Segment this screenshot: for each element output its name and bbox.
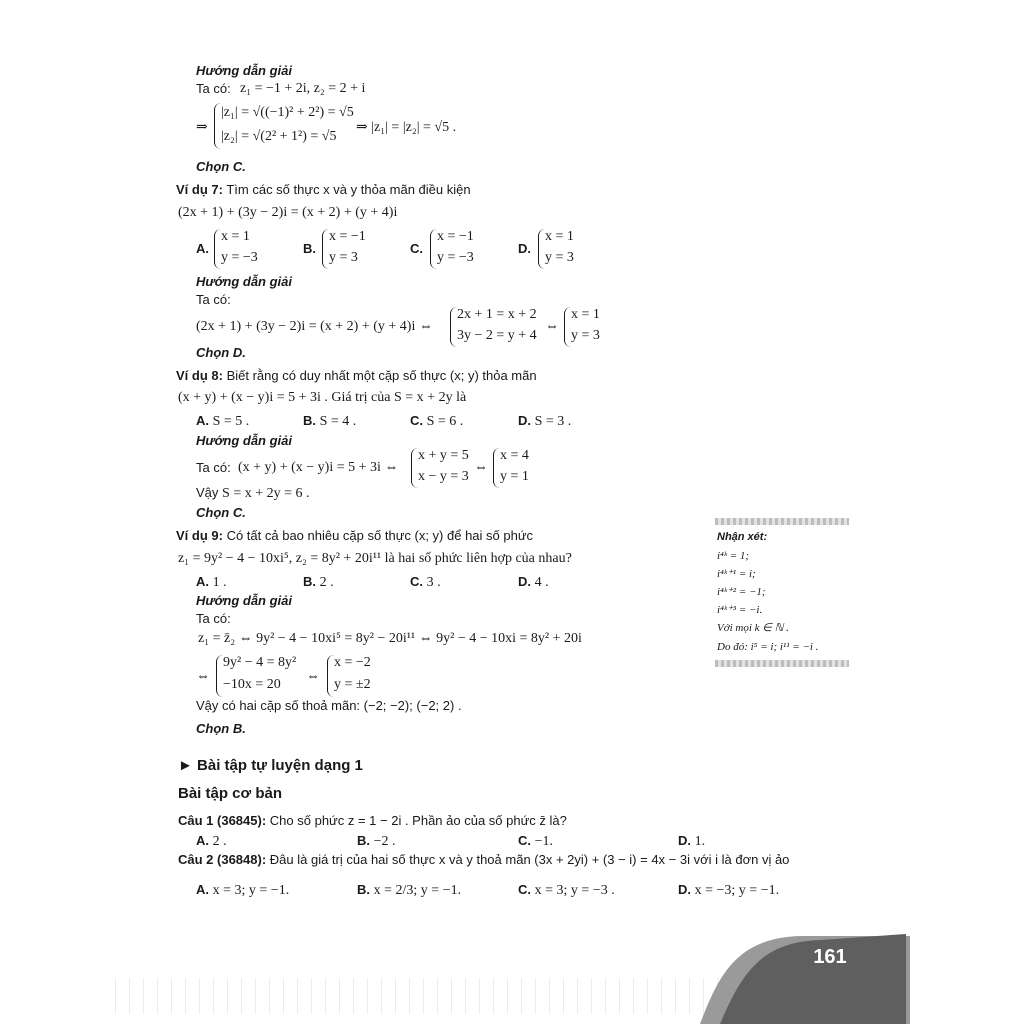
ta-co-label: Ta có:	[196, 292, 231, 307]
option-line: x = 1	[545, 229, 574, 244]
q2-option-a	[196, 881, 289, 900]
option-label: D.	[518, 574, 531, 589]
note-line: Do đó: i⁵ = i; i¹¹ = −i .	[717, 641, 819, 653]
q1-option-d	[678, 832, 705, 851]
note-line: Với mọi k ∈ ℕ .	[717, 622, 789, 634]
answer-choice: Chọn D.	[196, 345, 246, 360]
equivalent-symbol: ⇔	[196, 669, 210, 684]
option-value: x = −3; y = −1.	[694, 883, 780, 898]
ex8-options	[196, 412, 249, 431]
q2-option-b	[357, 881, 461, 900]
option-label: D.	[518, 413, 531, 428]
system-line: y = ±2	[334, 677, 371, 692]
q1-option-b	[357, 832, 396, 851]
ex7-solution-eq: (2x + 1) + (3y − 2)i = (x + 2) + (y + 4)i ⇔	[196, 319, 433, 334]
q2-head: Câu 2 (36848):	[178, 852, 267, 867]
option-label: C.	[518, 882, 531, 897]
system-line: y = 1	[500, 469, 529, 484]
solution-heading: Hướng dẫn giải	[196, 433, 293, 448]
ex6-system	[214, 103, 355, 149]
answer-choice: Chọn C.	[196, 505, 246, 520]
ex9-option-a	[196, 573, 227, 592]
q1-option-c	[518, 832, 553, 851]
ex9-option-d	[518, 573, 549, 592]
option-value: S = 6 .	[426, 414, 464, 429]
ta-co-label: Ta có:	[196, 81, 231, 96]
q1-text: Cho số phức z = 1 − 2i . Phần ảo của số phức z̄ là?	[269, 813, 567, 828]
option-label: A.	[196, 882, 209, 897]
option-label: B.	[303, 413, 316, 428]
vay-label: Vậy	[196, 485, 219, 500]
ex6-conclusion: ⇒ |z₁| = |z₂| = √5 .	[356, 120, 457, 135]
system-line: x = −2	[334, 655, 371, 670]
option-label: D.	[678, 882, 691, 897]
option-line: y = 3	[545, 250, 574, 265]
page-tab-shape	[690, 930, 910, 1024]
ex8-conclusion	[196, 484, 310, 503]
ex7-option-label: A.	[196, 241, 209, 256]
section-title: ► Bài tập tự luyện dạng 1	[178, 757, 363, 774]
note-bottom-bar	[715, 660, 849, 667]
option-label: B.	[303, 574, 316, 589]
option-label: C.	[410, 413, 423, 428]
system-line: −10x = 20	[223, 677, 281, 692]
system-line: x = 4	[500, 448, 529, 463]
ex7-head: Ví dụ 7:	[176, 182, 223, 197]
ex8-sol-system-a	[411, 448, 477, 488]
option-value: 4 .	[534, 575, 549, 590]
note-line: i⁴ᵏ⁺¹ = i;	[717, 568, 756, 580]
q2-option-c	[518, 881, 615, 900]
system-line: 2x + 1 = x + 2	[457, 307, 537, 322]
ex6-sys-line2: |z₂| = √(2² + 1²) = √5	[221, 129, 337, 144]
ex9-option-c	[410, 573, 441, 592]
answer-choice: Chọn C.	[196, 159, 246, 174]
ex6-given: z₁ = −1 + 2i, z₂ = 2 + i	[240, 81, 366, 96]
ex8-solution-eq: (x + y) + (x − y)i = 5 + 3i ⇔	[238, 460, 399, 475]
option-line: x = −1	[329, 229, 366, 244]
ex9-sol-system-a	[216, 655, 317, 697]
equivalent-symbol: ⇔	[545, 319, 559, 334]
answer-choice: Chọn B.	[196, 721, 246, 736]
ex9-option-b	[303, 573, 334, 592]
ex7-equation: (2x + 1) + (3y − 2)i = (x + 2) + (y + 4)i	[178, 205, 398, 220]
ex9-equation: z₁ = 9y² − 4 − 10xi⁵, z₂ = 8y² + 20i¹¹ là hai số phức liên hợp của nhau?	[178, 551, 572, 566]
solution-heading: Hướng dẫn giải	[196, 63, 293, 78]
q2-option-d	[678, 881, 779, 900]
ex9-conclusion: Vậy có hai cặp số thoả mãn: (−2; −2); (−2; 2) .	[196, 698, 462, 713]
ex9-solution-eq: z₁ = z̄₂ ⇔ 9y² − 4 − 10xi⁵ = 8y² − 20i¹¹ ⇔ 9y² − 4 − 10xi = 8y² + 20i	[198, 631, 582, 646]
option-value: −2 .	[373, 834, 396, 849]
ex9-question	[176, 527, 533, 545]
equivalent-symbol: ⇔	[474, 460, 488, 475]
ex7-option-a	[214, 229, 285, 269]
option-value: S = 3 .	[534, 414, 572, 429]
ta-co-label: Ta có:	[196, 611, 231, 626]
q2-text: Đâu là giá trị của hai số thực x và y thoả mãn (3x + 2yi) + (3 − i) = 4x − 3i với i là đơn vị ảo	[269, 852, 790, 867]
option-value: x = 2/3; y = −1.	[373, 883, 462, 898]
option-value: 2 .	[212, 834, 227, 849]
ex7-sol-system-b	[564, 307, 625, 347]
note-top-bar	[715, 518, 849, 525]
option-label: A.	[196, 574, 209, 589]
option-value: 1 .	[212, 575, 227, 590]
ta-co-label: Ta có:	[196, 460, 231, 475]
option-line: y = −3	[437, 250, 474, 265]
option-line: y = 3	[329, 250, 358, 265]
ex9-sol-system-b	[327, 655, 383, 697]
option-label: C.	[410, 574, 423, 589]
option-line: x = −1	[437, 229, 474, 244]
ex8-conclusion-eq: S = x + 2y = 6 .	[222, 486, 310, 501]
note-line: i⁴ᵏ⁺³ = −i.	[717, 604, 763, 616]
ex8-head: Ví dụ 8:	[176, 368, 223, 383]
option-label: C.	[518, 833, 531, 848]
option-label: B.	[357, 833, 370, 848]
note-title: Nhận xét:	[717, 531, 768, 543]
ex8-equation: (x + y) + (x − y)i = 5 + 3i . Giá trị của S = x + 2y là	[178, 390, 467, 405]
option-value: −1.	[534, 834, 554, 849]
ex7-option-label: C.	[410, 241, 423, 256]
q1-question	[178, 812, 567, 830]
q1-head: Câu 1 (36845):	[178, 813, 267, 828]
option-value: S = 5 .	[212, 414, 250, 429]
system-line: x − y = 3	[418, 469, 469, 484]
option-label: A.	[196, 413, 209, 428]
ex8-option-d	[518, 412, 571, 431]
ex8-option-b	[303, 412, 356, 431]
system-line: x + y = 5	[418, 448, 469, 463]
equivalent-symbol: ⇔	[306, 669, 320, 684]
option-line: x = 1	[221, 229, 250, 244]
ex7-option-d	[538, 229, 599, 269]
option-value: S = 4 .	[319, 414, 357, 429]
system-line: 9y² − 4 = 8y²	[223, 655, 297, 670]
option-label: B.	[357, 882, 370, 897]
ex7-question	[176, 181, 471, 199]
ex6-sys-line1: |z₁| = √((−1)² + 2²) = √5	[221, 105, 354, 120]
section-subtitle: Bài tập cơ bản	[178, 785, 283, 802]
ex8-question	[176, 367, 537, 385]
ex8-text: Biết rằng có duy nhất một cặp số thực (x; y) thỏa mãn	[226, 368, 537, 383]
option-value: 3 .	[426, 575, 441, 590]
q2-question	[178, 851, 789, 869]
q1-option-a	[196, 832, 227, 851]
system-line: 3y − 2 = y + 4	[457, 328, 537, 343]
ex9-head: Ví dụ 9:	[176, 528, 223, 543]
page-number: 161	[813, 946, 847, 968]
ex8-option-c	[410, 412, 463, 431]
option-line: y = −3	[221, 250, 258, 265]
ex9-text: Có tất cả bao nhiêu cặp số thực (x; y) để hai số phức	[226, 528, 534, 543]
implies-symbol: ⇒	[196, 120, 208, 135]
ex8-sol-system-b	[493, 448, 544, 488]
note-line: i⁴ᵏ = 1;	[717, 550, 750, 562]
ex7-option-c	[430, 229, 501, 269]
system-line: y = 3	[571, 328, 600, 343]
system-line: x = 1	[571, 307, 600, 322]
ex7-text: Tìm các số thực x và y thỏa mãn điều kiện	[226, 182, 471, 197]
option-label: A.	[196, 833, 209, 848]
option-label: D.	[678, 833, 691, 848]
note-line: i⁴ᵏ⁺² = −1;	[717, 586, 766, 598]
ex7-option-label: B.	[303, 241, 316, 256]
solution-heading: Hướng dẫn giải	[196, 274, 293, 289]
ex7-option-label: D.	[518, 241, 531, 256]
option-value: x = 3; y = −3 .	[534, 883, 615, 898]
option-value: x = 3; y = −1.	[212, 883, 290, 898]
solution-heading: Hướng dẫn giải	[196, 593, 293, 608]
option-value: 2 .	[319, 575, 334, 590]
ex7-option-b	[322, 229, 393, 269]
option-value: 1.	[694, 834, 706, 849]
